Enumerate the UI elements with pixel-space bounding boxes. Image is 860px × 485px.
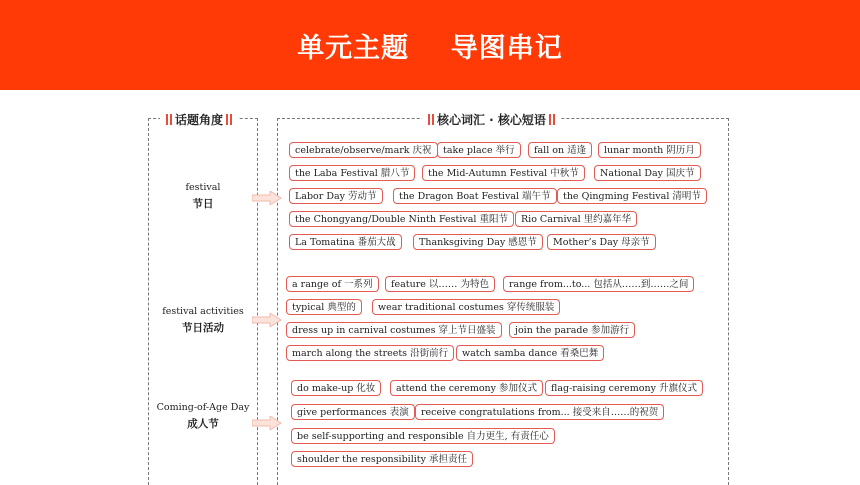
phrase-chip: take place 举行: [437, 142, 521, 158]
phrase-chip: La Tomatina 番茄大战: [289, 234, 402, 250]
phrase-chip: march along the streets 沿街前行: [286, 345, 454, 361]
phrase-chip: lunar month 阴历月: [598, 142, 701, 158]
phrase-chip: feature 以…… 为特色: [385, 276, 495, 292]
topic-festival-activities: [148, 304, 258, 336]
topic-festival: [148, 180, 258, 212]
phrase-chip: Labor Day 劳动节: [289, 188, 383, 204]
phrase-chip: the Laba Festival 腊八节: [289, 165, 415, 181]
phrase-chip: fall on 适逢: [528, 142, 592, 158]
phrase-chip: Rio Carnival 里约嘉年华: [515, 211, 637, 227]
phrase-chip: the Qingming Festival 清明节: [557, 188, 707, 204]
phrase-chip: receive congratulations from... 接受来自……的祝贺: [415, 404, 664, 420]
phrase-chip: be self-supporting and responsible 自力更生, 有责任心: [291, 428, 555, 444]
heading-bar-icon: [226, 114, 232, 125]
phrase-chip: watch samba dance 看桑巴舞: [456, 345, 604, 361]
phrase-chip: a range of 一系列: [286, 276, 379, 292]
phrase-chip: give performances 表演: [291, 404, 415, 420]
phrase-chip: the Mid-Autumn Festival 中秋节: [422, 165, 585, 181]
heading-bar-icon: [166, 114, 172, 125]
phrase-chip: National Day 国庆节: [594, 165, 701, 181]
phrase-heading-text: 核心词汇 · 核心短语: [437, 113, 546, 127]
phrase-chip: attend the ceremony 参加仪式: [390, 380, 543, 396]
arrow-right-icon: [252, 191, 282, 205]
phrase-chip: Mother’s Day 母亲节: [547, 234, 656, 250]
phrase-chip: join the parade 参加游行: [509, 322, 635, 338]
phrase-chip: do make-up 化妆: [291, 380, 381, 396]
heading-bar-icon: [428, 114, 434, 125]
heading-bar-icon: [549, 114, 555, 125]
topic-en: festival: [185, 182, 221, 193]
page-title: 单元主题 导图串记: [297, 33, 563, 64]
phrase-chip: celebrate/observe/mark 庆祝: [289, 142, 438, 158]
phrase-chip: dress up in carnival costumes 穿上节日盛装: [286, 322, 502, 338]
phrase-column-heading: [422, 111, 561, 128]
phrase-chip: the Chongyang/Double Ninth Festival 重阳节: [289, 211, 514, 227]
topic-zh: 成人节: [187, 418, 219, 430]
phrase-chip: Thanksgiving Day 感恩节: [413, 234, 543, 250]
phrase-chip: typical 典型的: [286, 299, 362, 315]
topic-column-heading: [160, 111, 238, 128]
topic-en: festival activities: [162, 306, 244, 317]
topic-zh: 节日: [192, 198, 214, 210]
phrase-chip: flag-raising ceremony 升旗仪式: [545, 380, 703, 396]
topic-coming-of-age-day: [148, 400, 258, 432]
phrase-chip: range from...to... 包括从……到……之间: [503, 276, 694, 292]
phrase-chip: wear traditional costumes 穿传统服装: [372, 299, 560, 315]
phrase-chip: shoulder the responsibility 承担责任: [291, 451, 473, 467]
topic-heading-text: 话题角度: [175, 113, 224, 127]
arrow-right-icon: [252, 313, 282, 327]
phrase-chip: the Dragon Boat Festival 端午节: [393, 188, 557, 204]
arrow-right-icon: [252, 416, 282, 430]
topic-zh: 节日活动: [182, 322, 224, 334]
title-banner: [0, 0, 860, 90]
topic-en: Coming-of-Age Day: [156, 402, 250, 413]
